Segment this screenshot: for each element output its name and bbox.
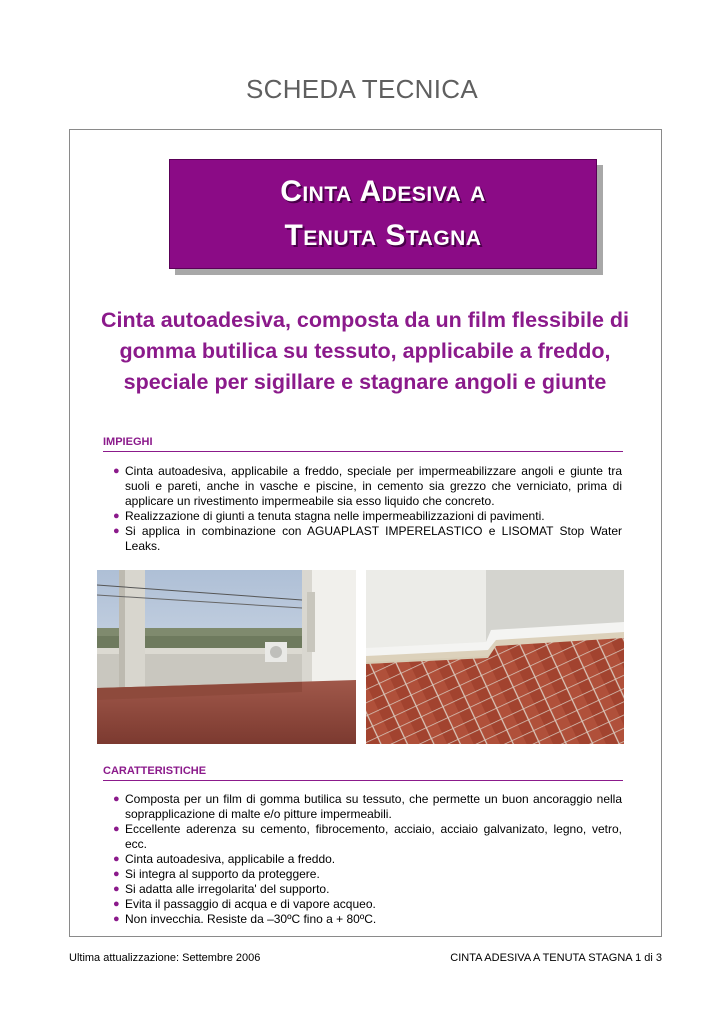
list-item: ● Realizzazione di giunti a tenuta stagna nelle impermeabilizzazioni di pavimenti. [113, 509, 545, 523]
footer-update-date: Ultima attualizzazione: Settembre 2006 [69, 952, 261, 964]
product-title-line-1: Cinta Adesiva a [280, 175, 486, 208]
list-item: ● Eccellente aderenza su cemento, fibrocemento, acciaio, acciaio galvanizato, legno, vetro, ecc. [113, 822, 622, 851]
bullet-icon: ● [113, 823, 120, 835]
list-item: ● Si integra al supporto da proteggere. [113, 867, 320, 881]
list-item: ● Cinta autoadesiva, applicabile a freddo, speciale per impermeabilizzare angoli e giunte tra suoli e pareti, anche in vasche e piscine, in cemento sia grezzo che verniciato, prima di applicare un rivestimento impermeabile sia esso liquido che concreto. [113, 464, 622, 508]
bullet-icon: ● [113, 793, 120, 805]
caratteristiche-list [112, 792, 622, 927]
bullet-icon: ● [113, 525, 120, 537]
product-title-box [169, 159, 597, 269]
impieghi-heading: IMPIEGHI [103, 436, 623, 452]
bullet-icon: ● [113, 510, 120, 522]
bullet-icon: ● [113, 853, 120, 865]
terrace-photo [97, 570, 356, 744]
impieghi-list [112, 464, 622, 554]
list-item: ● Cinta autoadesiva, applicabile a freddo. [113, 852, 336, 866]
list-item: ● Composta per un film di gomma butilica su tessuto, che permette un buon ancoraggio nella soprapplicazione di malte e/o pitture impermeabili. [113, 792, 622, 821]
bullet-icon: ● [113, 913, 120, 925]
bullet-icon: ● [113, 868, 120, 880]
product-title-line-2: Tenuta Stagna [284, 219, 482, 252]
product-subtitle: Cinta autoadesiva, composta da un film flessibile di gomma butilica su tessuto, applicabile a freddo, speciale per sigillare e stagnare angoli e giunte [100, 308, 630, 394]
floor-corner-photo [366, 570, 624, 744]
footer-page-info: CINTA ADESIVA A TENUTA STAGNA 1 di 3 [450, 952, 662, 964]
list-item: ● Non invecchia. Resiste da –30ºC fino a + 80ºC. [113, 912, 377, 926]
bullet-icon: ● [113, 465, 120, 477]
bullet-icon: ● [113, 898, 120, 910]
list-item: ● Evita il passaggio di acqua e di vapore acqueo. [113, 897, 376, 911]
header-title: SCHEDA TECNICA [246, 74, 478, 104]
bullet-icon: ● [113, 883, 120, 895]
list-item: ● Si adatta alle irregolarita' del supporto. [113, 882, 330, 896]
caratteristiche-heading: CARATTERISTICHE [103, 765, 623, 781]
list-item: ● Si applica in combinazione con AGUAPLAST IMPERELASTICO e LISOMAT Stop Water Leaks. [113, 524, 622, 553]
